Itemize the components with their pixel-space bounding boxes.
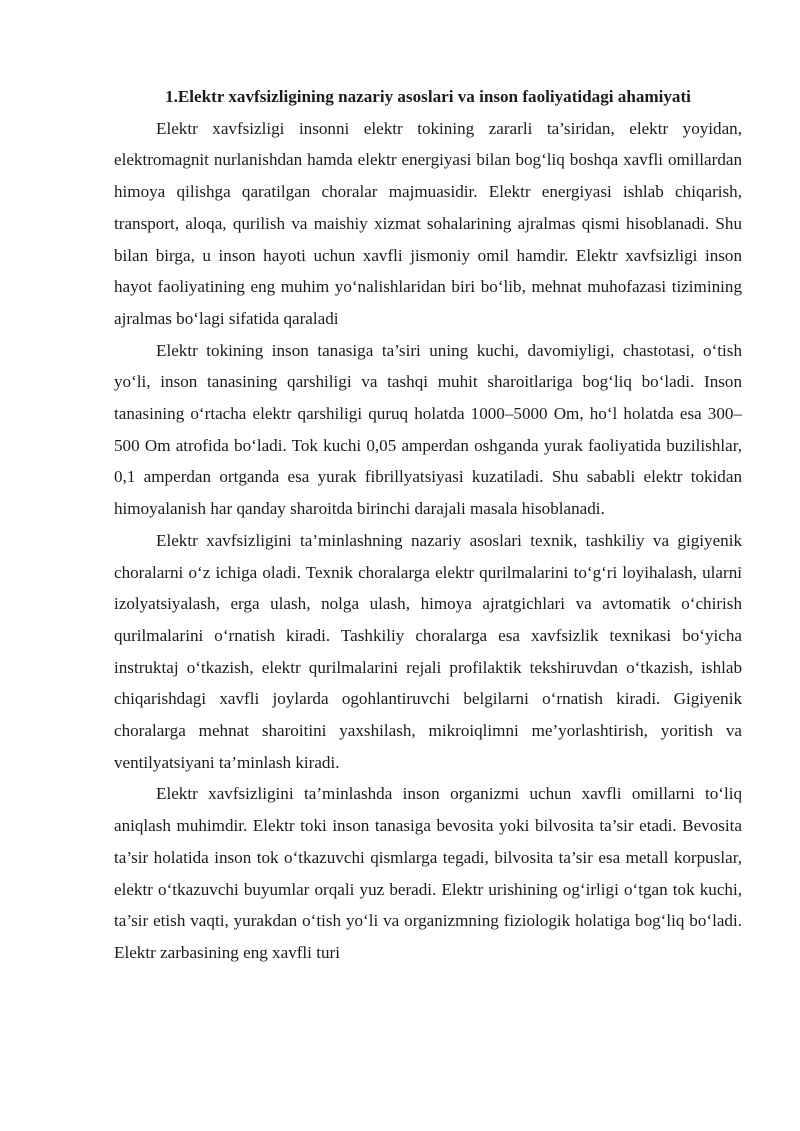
paragraph-hazard-factors: Elektr xavfsizligini ta’minlashda inson organizmi uchun xavfli omillarni to‘liq aniqlash muhimdir. Elektr toki inson tanasiga bevosita yoki bilvosita ta’sir etadi. Bevosita ta’sir holatida inson tok o‘tkazuvchi qismlarga tegadi, bilvosita ta’sir esa metall korpuslar, elektr o‘tkazuvchi buyumlar orqali yuz beradi. Elektr urishining og‘irligi o‘tgan tok kuchi, ta’sir etish vaqti, yurakdan o‘tish yo‘li va organizmning fiziologik holatiga bog‘liq bo‘ladi. Elektr zarbasining eng xavfli turi <box>114 784 742 962</box>
section-heading: 1.Elektr xavfsizligining nazariy asoslari va inson faoliyatidagi ahamiyati <box>165 87 691 106</box>
paragraph-current-effects: Elektr tokining inson tanasiga ta’siri uning kuchi, davomiyligi, chastotasi, o‘tish yo‘li, inson tanasining qarshiligi va tashqi muhit sharoitlariga bog‘liq bo‘ladi. Inson tanasining o‘rtacha elektr qarshiligi quruq holatda 1000–5000 Om, ho‘l holatda esa 300–500 Om atrofida bo‘ladi. Tok kuchi 0,05 amperdan oshganda yurak faoliyatida buzilishlar, 0,1 amperdan ortganda esa yurak fibrillyatsiyasi kuzatiladi. Shu sababli elektr tokidan himoyalanish har qanday sharoitda birinchi darajali masala hisoblanadi. <box>114 340 742 519</box>
document-body <box>114 81 742 969</box>
paragraph-safety-measures: Elektr xavfsizligini ta’minlashning nazariy asoslari texnik, tashkiliy va gigiyenik choralarni o‘z ichiga oladi. Texnik choralarga elektr qurilmalarini to‘g‘ri loyihalash, ularni izolyatsiyalash, erga ulash, nolga ulash, himoya ajratgichlari va avtomatik o‘chirish qurilmalarini o‘rnatish kiradi. Tashkiliy choralarga esa xavfsizlik texnikasi bo‘yicha instruktaj o‘tkazish, elektr qurilmalarini rejali profilaktik tekshiruvdan o‘tkazish, ishlab chiqarishdagi xavfli joylarda ogohlantiruvchi belgilarni o‘rnatish kiradi. Gigiyenik choralarga mehnat sharoitini yaxshilash, mikroiqlimni me’yorlashtirish, yoritish va ventilyatsiyani ta’minlash kiradi. <box>114 530 742 772</box>
paragraph-definition: Elektr xavfsizligi insonni elektr tokining zararli ta’siridan, elektr yoyidan, elektromagnit nurlanishdan hamda elektr energiyasi bilan bog‘liq boshqa xavfli omillardan himoya qilishga qaratilgan choralar majmuasidir. Elektr energiyasi ishlab chiqarish, transport, aloqa, qurilish va maishiy xizmat sohalarining ajralmas qismi hisoblanadi. Shu bilan birga, u inson hayoti uchun xavfli jismoniy omil hamdir. Elektr xavfsizligi inson hayot faoliyatining eng muhim yo‘nalishlaridan biri bo‘lib, mehnat muhofazasi tizimining ajralmas bo‘lagi sifatida qaraladi <box>114 118 742 328</box>
